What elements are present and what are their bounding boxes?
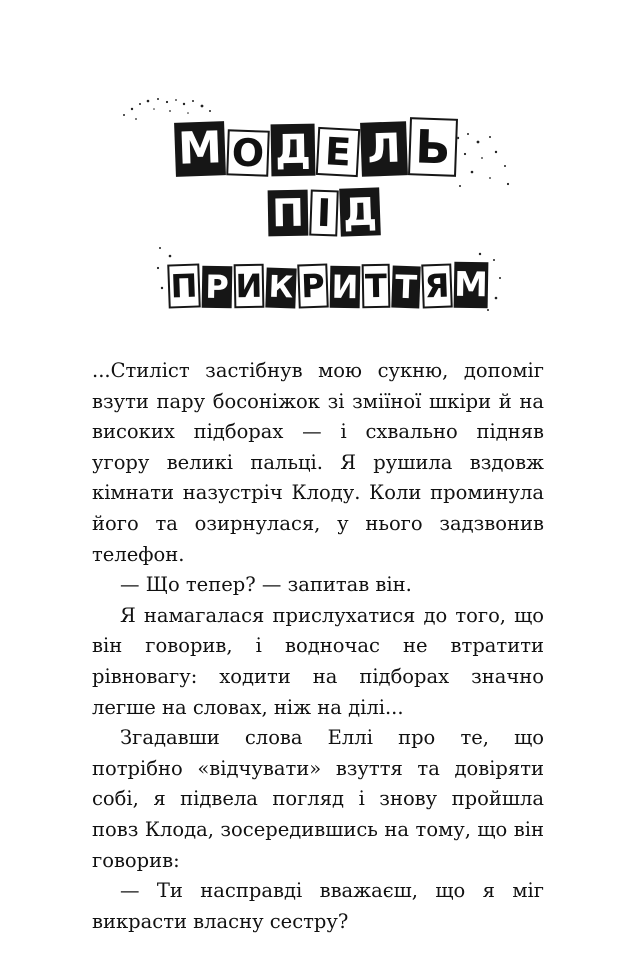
title-line-1 — [175, 118, 459, 176]
body-text — [92, 356, 544, 937]
title-letter: И — [330, 266, 361, 309]
title-letter: М — [454, 262, 489, 309]
title-letter: І — [309, 190, 339, 237]
title-letter: Т — [362, 264, 391, 308]
title-letter: П — [268, 190, 309, 237]
title-letter: К — [265, 267, 296, 308]
title-letter: М — [174, 121, 226, 177]
title-letter: О — [226, 129, 270, 176]
ink-splatter-right — [450, 128, 520, 198]
title-letter: Р — [202, 266, 233, 309]
title-line-2 — [268, 188, 382, 236]
paragraph: — Що тепер? — запитав він. — [120, 573, 412, 597]
title-letter: Л — [360, 121, 408, 177]
title-letter: П — [167, 263, 201, 308]
title-letter: Д — [271, 124, 316, 177]
paragraph: ...Стиліст застібнув мою сукню, допоміг взути пару босоніжок зі зміїної шкіри й на високих підборах — і схвально підняв угору великі пальці. Я рушила вздовж кімнати назустріч Клоду. Коли проминула його та озирнулася, у нього задзвонив телефон. — [92, 359, 544, 566]
title-letter: Д — [339, 187, 381, 236]
title-letter: Е — [316, 127, 360, 177]
title-letter: Я — [421, 263, 453, 308]
title-letter: И — [234, 264, 265, 309]
chapter-title — [0, 0, 637, 330]
paragraph: — Ти насправді вважаєш, що я міг викрасти власну сестру? — [92, 879, 544, 933]
title-line-3 — [168, 262, 490, 308]
paragraph: Я намагалася прислухатися до того, що він говорив, і водночас не втратити рівновагу: ходити на підборах значно легше на словах, ніж на ділі... — [92, 603, 544, 719]
title-letter: Т — [391, 266, 420, 309]
paragraph: Згадавши слова Еллі про те, що потрібно «відчувати» взуття та довіряти собі, я підвела погляд і знову пройшла повз Клода, зосередившись на тому, що він говорив: — [92, 726, 544, 872]
title-letter: Ь — [408, 117, 458, 177]
title-letter: Р — [297, 263, 329, 308]
